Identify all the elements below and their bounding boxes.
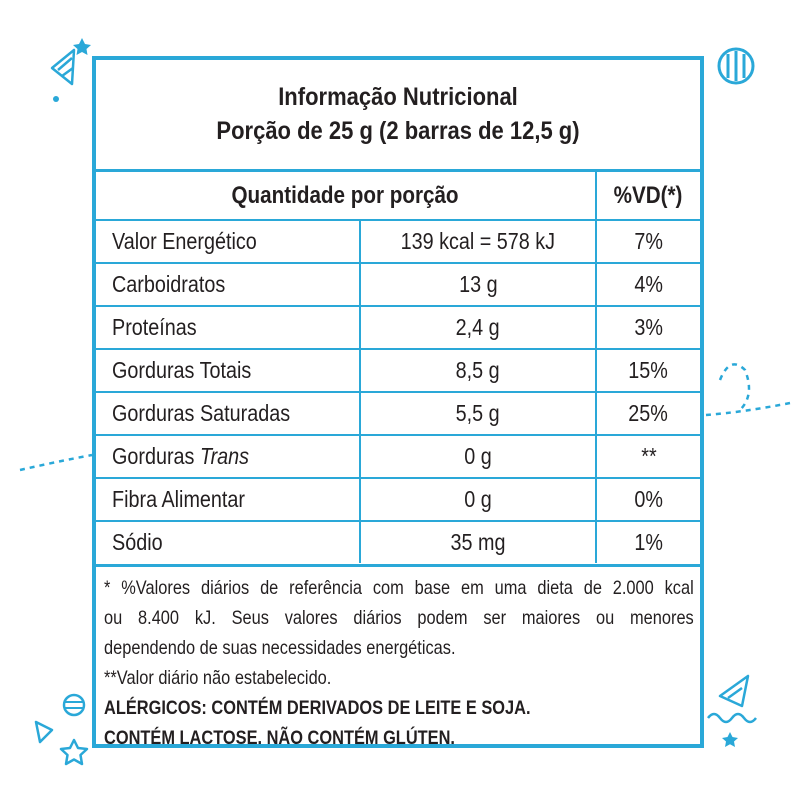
party-hat-icon [36,722,52,742]
nutrient-vd: 25% [596,392,700,435]
striped-ball-icon [64,695,84,715]
table-row [96,349,700,392]
nutrient-amount: 35 mg [360,521,596,563]
nutrient-amount: 0 g [360,435,596,478]
star-icon [73,38,91,55]
footnote-line: * %Valores diários de referência com base em uma dieta de 2.000 kcal [104,577,694,599]
nutrient-amount: 8,5 g [360,349,596,392]
nutrient-name: Sódio [96,521,360,563]
footnote-line: ou 8.400 kJ. Seus valores diários podem ser maiores ou menores [104,607,694,629]
footnote-line: dependendo de suas necessidades energéticas. [104,637,456,659]
column-header-quantity: Quantidade por porção [96,172,596,220]
allergen-warning: CONTÉM LACTOSE. NÃO CONTÉM GLÚTEN. [104,727,455,749]
nutrient-name: Gorduras Trans [96,435,360,478]
table-header-row [96,172,700,220]
nutrient-amount: 139 kcal = 578 kJ [360,220,596,263]
nutrition-facts-panel [92,56,704,748]
portion-size: Porção de 25 g (2 barras de 12,5 g) [216,117,580,145]
nutrient-amount: 13 g [360,263,596,306]
footnote-line: **Valor diário não estabelecido. [104,667,332,689]
nutrient-name: Carboidratos [96,263,360,306]
page-title: Informação Nutricional [278,83,518,111]
star-icon [61,740,87,764]
nutrient-vd: 1% [596,521,700,563]
nutrient-name-italic: Trans [199,443,250,469]
table-row [96,478,700,521]
nutrient-name: Proteínas [96,306,360,349]
confetti-dashes [720,364,749,410]
table-row [96,435,700,478]
dot-icon [53,96,59,102]
footnotes [96,564,700,753]
allergen-warning: ALÉRGICOS: CONTÉM DERIVADOS DE LEITE E SOJA. [104,697,531,719]
party-hat-icon [720,676,748,706]
nutrition-header [96,60,700,172]
nutrient-amount: 0 g [360,478,596,521]
table-row [96,263,700,306]
nutrient-vd: 3% [596,306,700,349]
column-header-vd: %VD(*) [596,172,700,220]
table-row [96,392,700,435]
nutrient-vd: ** [596,435,700,478]
nutrition-table [96,172,700,563]
nutrient-vd: 0% [596,478,700,521]
confetti-dashes [706,403,790,415]
confetti-dashes [20,455,92,470]
table-row [96,220,700,263]
nutrient-name: Fibra Alimentar [96,478,360,521]
nutrient-name: Gorduras Totais [96,349,360,392]
party-hat-icon [52,50,74,84]
table-row [96,306,700,349]
nutrient-vd: 4% [596,263,700,306]
striped-ball-icon [719,49,753,83]
star-icon [722,732,738,747]
table-row [96,521,700,563]
nutrient-amount: 2,4 g [360,306,596,349]
nutrient-vd: 7% [596,220,700,263]
nutrient-amount: 5,5 g [360,392,596,435]
nutrient-name: Valor Energético [96,220,360,263]
squiggle-line [708,714,756,722]
nutrient-name: Gorduras Saturadas [96,392,360,435]
nutrient-vd: 15% [596,349,700,392]
